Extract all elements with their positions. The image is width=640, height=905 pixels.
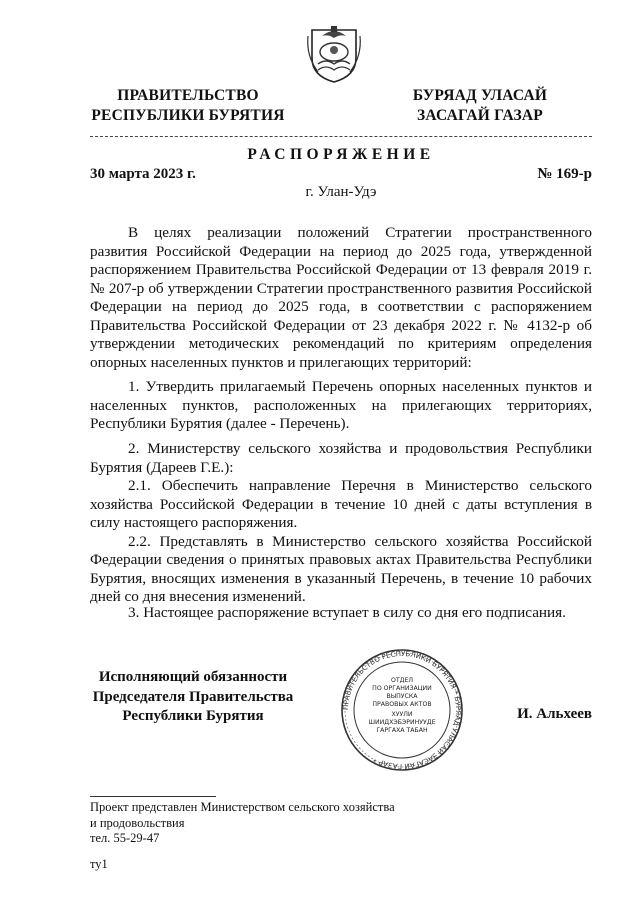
official-seal-stamp (330, 648, 474, 772)
seal-line: ШИИДХЭБЭРИНУУДЕ (368, 719, 436, 726)
paragraph-text: 2.2. Представлять в Министерство сельского хозяйства Российской Федерации сведения о принятых правовых актах Правительства Республики Бурятия, вносящих изменения в указанный Перечень, в течение 10 рабочих дней со дня внесения изменений. (90, 532, 592, 605)
seal-line: ГАРГАХА ТАБАН (376, 727, 428, 734)
document-number: № 169-р (537, 166, 592, 182)
paragraph-item-1 (90, 378, 592, 434)
document-title: РАСПОРЯЖЕНИЕ (247, 146, 435, 163)
signatory-position (90, 668, 296, 727)
seal-line: ПО ОРГАНИЗАЦИИ (372, 685, 432, 692)
seal-line: ПРАВОВЫХ АКТОВ (372, 701, 432, 708)
document-city: г. Улан-Удэ (305, 184, 377, 200)
paragraph-text: 2. Министерству сельского хозяйства и продовольствия Республики Бурятия (Дареев Г.Е.): (90, 440, 592, 476)
footer-note (90, 800, 490, 847)
coat-of-arms-emblem (304, 22, 364, 84)
header-right-line1: БУРЯАД УЛАСАЙ (412, 87, 548, 104)
footer-line: и продовольствия (90, 815, 185, 830)
paragraph-text: В целях реализации положений Стратегии пространственного развития Российской Федерации на период до 2025 года, утвержденной распоряжением Правительства Российской Федерации от 13 февраля 2019 г. № 207-р об утверждении Стратегии пространственного развития Российской Федерации на период до 2025 года, в соответствии с распоряжением Правительства Российской Федерации от 23 декабря 2022 г. № 4132-р об утверждении методических рекомендаций по критериям определения опорных населенных пунктов и прилегающих территорий: (90, 224, 592, 371)
footer-reference: ту1 (90, 857, 108, 871)
header-left (88, 86, 288, 126)
paragraph-text: 3. Настоящее распоряжение вступает в силу со дня его подписания. (128, 604, 566, 621)
paragraph-item-2 (90, 440, 592, 607)
seal-line: ВЫПУСКА (386, 693, 418, 700)
footer-divider (90, 796, 216, 797)
signatory-name: И. Альхеев (517, 706, 592, 722)
seal-outer-text: ПРАВИТЕЛЬСТВО РЕСПУБЛИКИ БУРЯТИЯ * БУРЯАД УЛАСАЙ ЗАСАГАЙ ГАЗАР * (341, 649, 463, 771)
seal-line: ОТДЕЛ (390, 677, 414, 684)
signatory-position-line: Председателя Правительства (92, 688, 294, 705)
paragraph-text: 1. Утвердить прилагаемый Перечень опорных населенных пунктов и населенных пунктов, расположенных на прилегающих территориях, Республики Бурятия (далее - Перечень). (90, 378, 592, 432)
seal-line: ХУУЛИ (391, 711, 413, 718)
header-right-line2: ЗАСАГАЙ ГАЗАР (417, 107, 543, 124)
paragraph-preamble (90, 224, 592, 372)
header-right (400, 86, 560, 126)
header-left-line2: РЕСПУБЛИКИ БУРЯТИЯ (91, 107, 285, 124)
document-date: 30 марта 2023 г. (90, 166, 196, 182)
footer-phone: тел. 55-29-47 (90, 831, 160, 845)
paragraph-item-3 (90, 604, 592, 623)
paragraph-text: 2.1. Обеспечить направление Перечня в Министерство сельского хозяйства Российской Федерации в течение 10 дней с даты вступления в силу настоящего распоряжения. (90, 477, 592, 531)
signatory-position-line: Исполняющий обязанности (98, 669, 288, 685)
footer-line: Проект представлен Министерством сельского хозяйства (90, 800, 395, 814)
header-divider (90, 136, 592, 137)
header-left-line1: ПРАВИТЕЛЬСТВО (117, 87, 259, 104)
signatory-position-line: Республики Бурятия (122, 708, 264, 724)
